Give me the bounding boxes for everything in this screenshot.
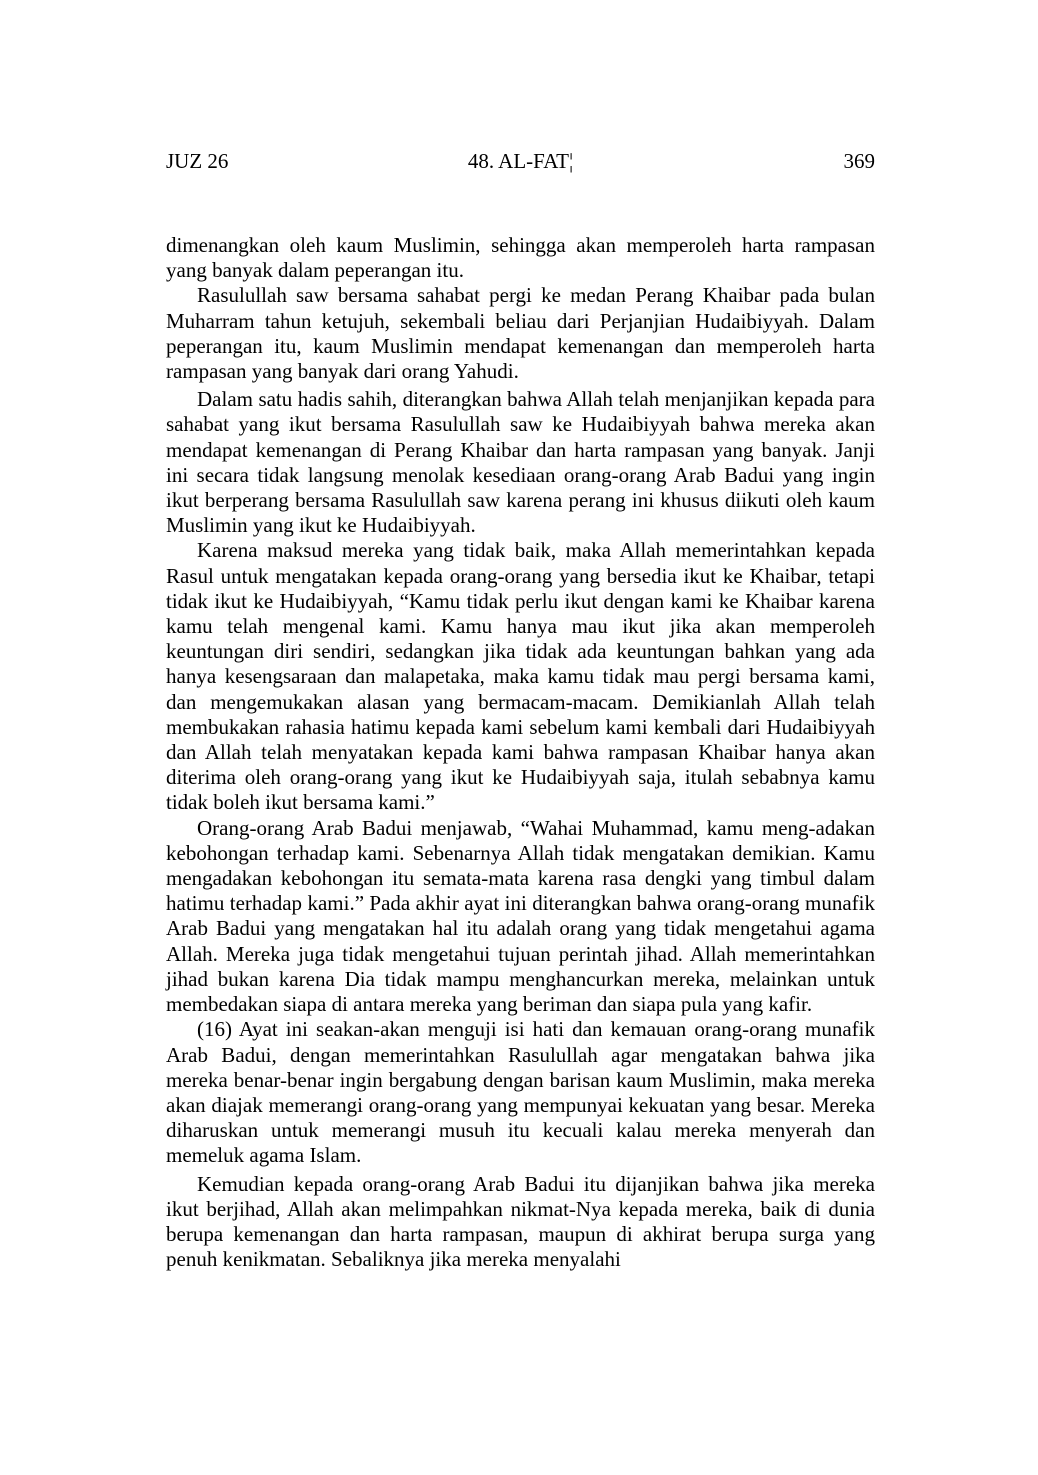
paragraph: (16) Ayat ini seakan-akan menguji isi hati dan kemauan orang-orang munafik Arab Badui, dengan memerintahkan Rasulullah agar mengatakan bahwa jika mereka benar-benar ingin bergabung dengan barisan kaum Muslimin, maka mereka akan diajak memerangi orang-orang yang mempunyai kekuatan yang besar. Mereka diharuskan untuk memerangi musuh itu kecuali kalau mereka menyerah dan memeluk agama Islam. <box>166 1017 875 1168</box>
paragraph: dimenangkan oleh kaum Muslimin, sehingga akan memperoleh harta rampasan yang banyak dalam peperangan itu. <box>166 233 875 283</box>
page-number: 369 <box>843 149 875 173</box>
paragraph: Dalam satu hadis sahih, diterangkan bahwa Allah telah menjanjikan kepada para sahabat yang ikut bersama Rasulullah saw ke Hudaibiyyah bahwa mereka akan mendapat kemenangan di Perang Khaibar dan harta rampasan yang banyak. Janji ini secara tidak langsung menolak kesediaan orang-orang Arab Badui yang ingin ikut berperang bersama Rasulullah saw karena perang ini khusus diikuti oleh kaum Muslimin yang ikut ke Hudaibiyyah. <box>166 387 875 538</box>
paragraph: Karena maksud mereka yang tidak baik, maka Allah memerintahkan kepada Rasul untuk mengatakan kepada orang-orang yang bersedia ikut ke Khaibar, tetapi tidak ikut ke Hudaibiyyah, “Kamu tidak perlu ikut dengan kami ke Khaibar karena kamu telah mengenal kami. Kamu hanya mau ikut jika akan memperoleh keuntungan diri sendiri, sedangkan jika tidak ada keuntungan bahkan yang ada hanya kesengsaraan dan malapetaka, maka kamu tidak mau pergi bersama kami, dan mengemukakan alasan yang bermacam-macam. Demikianlah Allah telah membukakan rahasia hatimu kepada kami sebelum kami kembali dari Hudaibiyyah dan Allah telah menyatakan kepada kami bahwa rampasan Khaibar hanya akan diterima oleh orang-orang yang ikut ke Hudaibiyyah saja, itulah sebabnya kamu tidak boleh ikut bersama kami.” <box>166 538 875 815</box>
surah-title: 48. AL-FAT¦ <box>467 149 574 173</box>
paragraph: Orang-orang Arab Badui menjawab, “Wahai Muhammad, kamu meng-adakan kebohongan terhadap kami. Sebenarnya Allah tidak mengatakan demikian. Kamu mengadakan kebohongan itu semata-mata karena rasa dengki yang timbul dalam hatimu terhadap kami.” Pada akhir ayat ini diterangkan bahwa orang-orang munafik Arab Badui yang mengatakan hal itu adalah orang yang tidak mengetahui agama Allah. Mereka juga tidak mengetahui tujuan perintah jihad. Allah memerintahkan jihad bukan karena Dia tidak mampu menghancurkan mereka, melainkan untuk membedakan siapa di antara mereka yang beriman dan siapa pula yang kafir. <box>166 815 875 1017</box>
paragraph: Rasulullah saw bersama sahabat pergi ke medan Perang Khaibar pada bulan Muharram tahun ketujuh, sekembali beliau dari Perjanjian Hudaibiyyah. Dalam peperangan itu, kaum Muslimin mendapat kemenangan dan memperoleh harta rampasan yang banyak dari orang Yahudi. <box>166 283 875 384</box>
running-header <box>166 146 875 176</box>
paragraph: Kemudian kepada orang-orang Arab Badui itu dijanjikan bahwa jika mereka ikut berjihad, Allah akan melimpahkan nikmat-Nya kepada mereka, baik di dunia berupa kemenangan dan harta rampasan, maupun di akhirat berupa surga yang penuh kenikmatan. Sebaliknya jika mereka menyalahi <box>166 1171 875 1272</box>
juz-label: JUZ 26 <box>166 149 229 173</box>
body-text <box>166 233 875 1272</box>
